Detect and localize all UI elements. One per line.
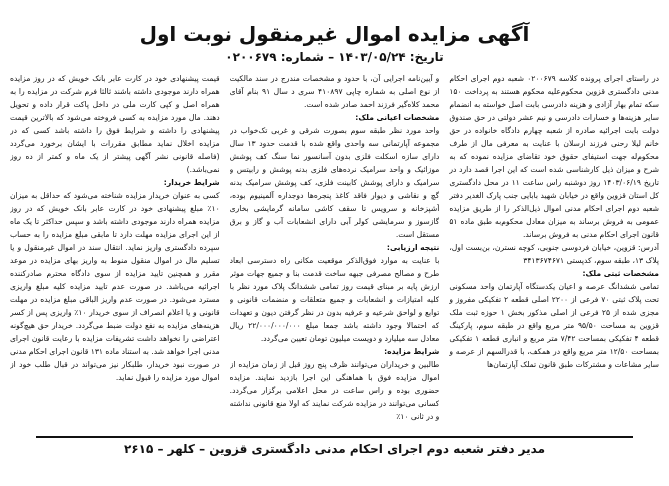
footer-divider xyxy=(36,436,633,438)
notice-date-line: تاریخ: ۱۴۰۳/۰۵/۲۴ – شماره: ۰۲۰۰۶۷۹ xyxy=(225,50,444,64)
paragraph: با عنایت به موارد فوق‌الذکر موقعیت مکانی راه دسترسی ابعاد طرح و مصالح مصرفی جبهه ساخت قدمت بنا و جمیع جهات موثر ارزش پایه بر مبنای قیمت روز تمامی ششدانگ پلاک مورد نظر با کلیه امتیازات و انشعابات و جمیع متعلقات و منضمات قانونی و توابع و لواحق شرعیه و عرفیه بدون در نظر گرفتن دیون و تعهدات که احتمالا وجود داشته باشد جمعا مبلغ ۲۲/۰۰۰/۰۰۰/۰۰۰ ریال معادل سه میلیارد و دویست میلیون تومان تعیین می‌گردد. xyxy=(229,256,440,343)
paragraph: آدرس: قزوین، خیابان فردوسی جنوبی، کوچه نسترن، بن‌بست اول، پلاک ۱۳، طبقه سوم، کدپستی ۳۴۱۳۶۷۴۶۷۱ xyxy=(449,243,659,265)
section-heading: نتیجه ارزیابی: xyxy=(386,243,440,252)
section-heading: مشخصات ثبتی ملک: xyxy=(582,269,659,278)
notice-footer: مدیر دفتر شعبه دوم اجرای احکام مدنی دادگستری قزوین – کلهر – ۲۶۱۵ xyxy=(123,442,546,456)
section-heading: شرایط مزایده: xyxy=(384,347,440,356)
text-column-2 xyxy=(230,72,440,430)
notice-title: آگهی مزایده اموال غیرمنقول نوبت اول xyxy=(139,22,530,46)
text-column-1 xyxy=(449,72,659,430)
paragraph: تمامی ششدانگ عرصه و اعیان یکدستگاه آپارتمان واحد مسکونی تحت پلاک ثبتی ۷۰ فرعی از ۲۲۰۰ اصلی قطعه ۲ تفکیکی مفروز و مجزی شده از ۲۵ فرعی از اصلی مذکور بخش ۱ حوزه ثبت ملک قزوین به مساحت ۹۵/۵۰ متر مربع واقع در طبقه سوم، پارکینگ قطعه ۴ تفکیکی بمساحت ۷/۴۲ متر مربع و انباری قطعه ۱ تفکیکی بمساحت ۱۲/۵۰ متر مربع واقع در همکف، با قدرالسهم از عرصه و سایر مشاعات و مشترکات طبق قانون تملک آپارتمان‌ها xyxy=(449,282,659,369)
section-heading: شرایط خریدار: xyxy=(163,178,220,187)
paragraph: و آیین‌نامه اجرایی آن، با حدود و مشخصات مندرج در سند مالکیت از نوع اصلی به شماره چاپی ۴۱۰۸۹۷ سری د سال ۹۱ بنام آقای محمد کلاه‌گیر فرزند احمد صادر شده است. xyxy=(229,74,440,109)
notice-body xyxy=(10,72,659,430)
paragraph: طالبین و خریداران می‌توانند ظرف پنج روز قبل از زمان مزایده از اموال مزایده فوق با هماهنگی این اجرا بازدید نمایند. مزایده حضوری بوده و راس ساعت در محل اعلامی برگزار می‌گردد. کسانی می‌توانند در مزایده شرکت نمایند که اولا منع قانونی نداشته و در ثانی ۱۰٪ xyxy=(229,360,440,421)
text-column-3 xyxy=(10,72,220,430)
section-heading: مشخصات اعیانی ملک: xyxy=(355,113,440,122)
paragraph: قیمت پیشنهادی خود در کارت عابر بانک خویش که در روز مزایده همراه دارند موجودی داشته باشند ثالثا فرم شرکت در مزایده را به همراه اصل و کپی کارت ملی در داخل پاکت قرار داده و تحویل دهند. مال مورد مزایده به کسی فروخته می‌شود که بالاترین قیمت پیشنهادی را داشته و شرایط فوق را داشته باشد کسی که در مزایده اخلال نماید مطابق مقررات با ایشان برخورد می‌گردد (فاصله قانونی نشر آگهی پیشتر از یک ماه و کمتر از ده روز نمی‌باشد.) xyxy=(10,74,220,174)
paragraph: واحد مورد نظر طبقه سوم بصورت شرقی و غربی تک‌خواب در مجموعه آپارتمانی سه واحدی واقع شده با قدمت حدود ۱۳ سال دارای سازه اسکلت فلزی بدون آسانسور نما سنگ کف پوشش موزائیک و واحد سرامیک نرده‌های فلزی بدنه پوشش و رابیتس و سرامیک و دارای پوشش کابینت فلزی، کف پوشش سرامیک بدنه گچ و نقاشی و دیوار فاقد کاغذ پنجره‌ها دوجداره آلمینیوم بوده، آشپزخانه و سرویس تا سقف کاشی سامانه گرمایشی بخاری گازسوز و سرمایشی کولر آبی دارای انشعابات آب و گاز و برق مستقل است. xyxy=(229,126,440,239)
paragraph: در راستای اجرای پرونده کلاسه ۰۲۰۰۶۷۹ شعبه دوم اجرای احکام مدنی دادگستری قزوین محکوم‌علیه محکوم هستند به پرداخت ۱۵۰ سکه تمام بهار آزادی و هزینه دادرسی بابت اصل خواسته به انضمام سایر هزینه‌ها و خسارات دادرسی و نیم عشر دولتی در حق صندوق دولت بابت اجرائیه صادره از شعبه چهارم دادگاه خانواده در حق خانم لیلا رحنی فرزند ارسلان با عنایت به معرفی مال از طرف محکوم‌له جهت استیفای حقوق خود تقاضای مزایده نموده که به شرح و میزان ذیل کارشناسی شده است که این اجرا قصد دارد در تاریخ ۱۴۰۳/۰۶/۱۹ روز دوشنبه راس ساعت ۱۱ در محل دادگستری کل استان قزوین واقع در خیابان شهید بابایی جنب پارک الغدیر دفتر شعبه دوم اجرای احکام مدنی اموال ذیل‌الذکر را از طریق مزایده عمومی به فروش برساند به میزان معادل محکوم‌به طبق ماده ۵۱ قانون اجرای احکام مدنی به فروش برساند. xyxy=(449,74,659,239)
paragraph: کسی به عنوان خریدار مزایده شناخته می‌شود که حداقل به میزان ۱۰٪ مبلغ پیشنهادی خود در کارت عابر بانک خویش که در روز مزایده همراه دارند موجودی داشته باشد و سپس حداکثر تا یک ماه از این اجرای مزایده مهلت دارد تا مابقی مبلغ مزایده را به حساب سپرده دادگستری واریز نماید. انتقال سند در اموال غیرمنقول و یا تسلیم مال در اموال منقول منوط به واریز بهای مزایده در موعد مقرر و همچنین تایید مزایده از سوی دادگاه محترم صادرکننده اجرائیه می‌باشد. در صورت عدم تایید مزایده کلیه مبلغ واریزی مسترد می‌شود. در صورت عدم واریز الباقی مبلغ مزایده در مهلت قانونی و یا اعلام انصراف از سوی خریدار ۱۰٪ واریزی پس از کسر هزینه‌های مزایده به نفع دولت ضبط می‌گردد. خریدار حق هیچ‌گونه اعتراضی را نخواهد داشت تشریفات مزایده با رعایت قانون اجرای مدنی اجرا خواهد شد. به استناد ماده ۱۳۱ قانون اجرای احکام مدنی در صورت نبود خریدار، طلبکار نیز می‌تواند در قبال طلب خود از اموال مورد مزایده را قبول نماید. xyxy=(10,191,220,382)
